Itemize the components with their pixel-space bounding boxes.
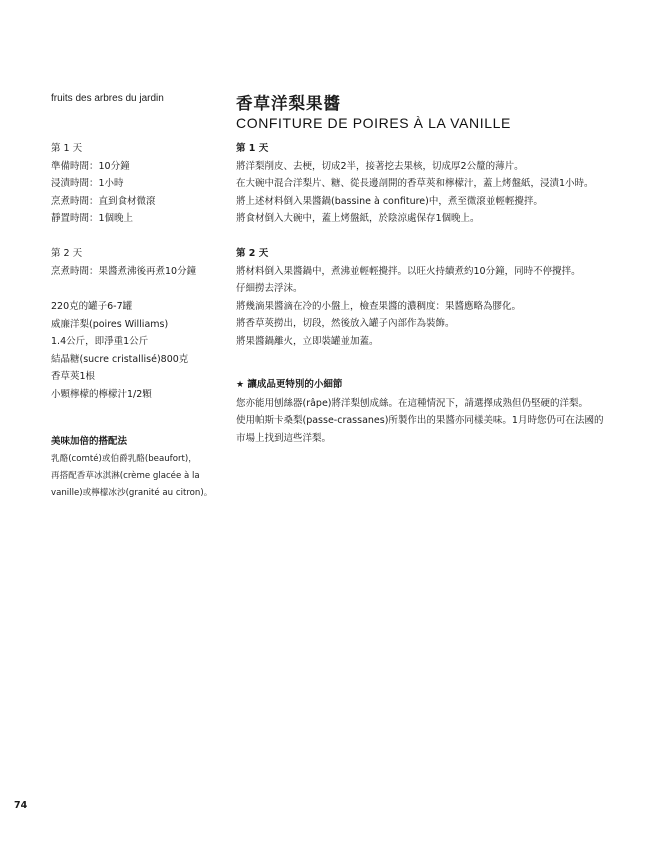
sidebar-day1 bbox=[51, 140, 156, 228]
pairing-line: vanille)或檸檬冰沙(granité au citron)。 bbox=[51, 488, 213, 498]
ingredient-item: 威廉洋梨(poires Williams) bbox=[51, 318, 169, 330]
ingredient-item: 220克的罐子6-7罐 bbox=[51, 301, 133, 312]
sidebar-day2 bbox=[51, 245, 196, 280]
recipe-title-french: CONFITURE DE POIRES À LA VANILLE bbox=[236, 115, 511, 131]
main-day2 bbox=[236, 245, 608, 350]
step: 將上述材料倒入果醬鍋(bassine à confiture)中，煮至微滾並輕輕攪拌。 bbox=[236, 195, 543, 207]
sidebar-day2-label: 第 2 天 bbox=[51, 248, 83, 259]
tip-heading: 讓成品更特別的小細節 bbox=[247, 379, 343, 390]
pairing-line: 再搭配香草冰淇淋(crème glacée à la bbox=[51, 471, 200, 481]
step: 仔細撈去浮沫。 bbox=[236, 283, 303, 294]
step: 將材料倒入果醬鍋中，煮沸並輕輕攪拌。以旺火持續煮約10分鐘，同時不停攪拌。 bbox=[236, 265, 581, 277]
ingredient-item: 香草莢1根 bbox=[51, 371, 96, 382]
main-day1-heading: 第 1 天 bbox=[236, 143, 269, 154]
tip-line: 您亦能用刨絲器(râpe)將洋梨刨成絲。在這種情況下，請選擇成熟但仍堅硬的洋梨。 bbox=[236, 397, 589, 409]
ingredient-item: 1.4公斤，即淨重1公斤 bbox=[51, 336, 149, 347]
ingredients-list bbox=[51, 298, 188, 403]
main-day2-heading: 第 2 天 bbox=[236, 248, 269, 259]
pairing-line: 乳酪(comté)或伯爵乳酪(beaufort)， bbox=[51, 454, 197, 464]
step: 將幾滴果醬滴在冷的小盤上，檢查果醬的濃稠度：果醬應略為膠化。 bbox=[236, 300, 522, 312]
sidebar-day1-label: 第 1 天 bbox=[51, 143, 83, 154]
tip-line: 市場上找到這些洋梨。 bbox=[236, 432, 332, 444]
pairing-body bbox=[51, 451, 219, 502]
step: 在大碗中混合洋梨片、糖、從長邊剖開的香草莢和檸檬汁，蓋上烤盤紙，浸漬1小時。 bbox=[236, 178, 594, 189]
tip-section bbox=[236, 376, 608, 447]
section-tag: fruits des arbres du jardin bbox=[51, 93, 164, 104]
step: 將洋梨削皮、去梗，切成2半，接著挖去果核，切成厚2公釐的薄片。 bbox=[236, 160, 524, 172]
tip-line: 使用帕斯卡桑梨(passe-crassanes)所製作出的果醬亦同樣美味。1月時您仍可在法國的 bbox=[236, 415, 604, 426]
ingredient-item: 結晶糖(sucre cristallisé)800克 bbox=[51, 353, 189, 365]
pairing-title: 美味加倍的搭配法 bbox=[51, 436, 128, 447]
page-number: 74 bbox=[14, 800, 28, 811]
recipe-title-chinese: 香草洋梨果醬 bbox=[236, 94, 341, 113]
step: 將香草莢撈出，切段，然後放入罐子內部作為裝飾。 bbox=[236, 318, 455, 329]
prep-time: 準備時間：10分鐘 bbox=[51, 160, 130, 172]
main-day1 bbox=[236, 140, 608, 228]
tip-heading-row bbox=[236, 376, 608, 395]
star-icon: ★ bbox=[236, 380, 245, 390]
step: 將果醬鍋離火，立即裝罐並加蓋。 bbox=[236, 335, 379, 347]
ingredient-item: 小顆檸檬的檸檬汁1/2顆 bbox=[51, 388, 152, 400]
cook-time-day1: 烹煮時間：直到食材微滾 bbox=[51, 195, 156, 207]
step: 將食材倒入大碗中，蓋上烤盤紙，於陰涼處保存1個晚上。 bbox=[236, 213, 480, 224]
rest-time: 靜置時間：1個晚上 bbox=[51, 213, 134, 224]
cook-time-day2: 烹煮時間：果醬煮沸後再煮10分鐘 bbox=[51, 265, 197, 277]
macerate-time: 浸漬時間：1小時 bbox=[51, 178, 124, 189]
